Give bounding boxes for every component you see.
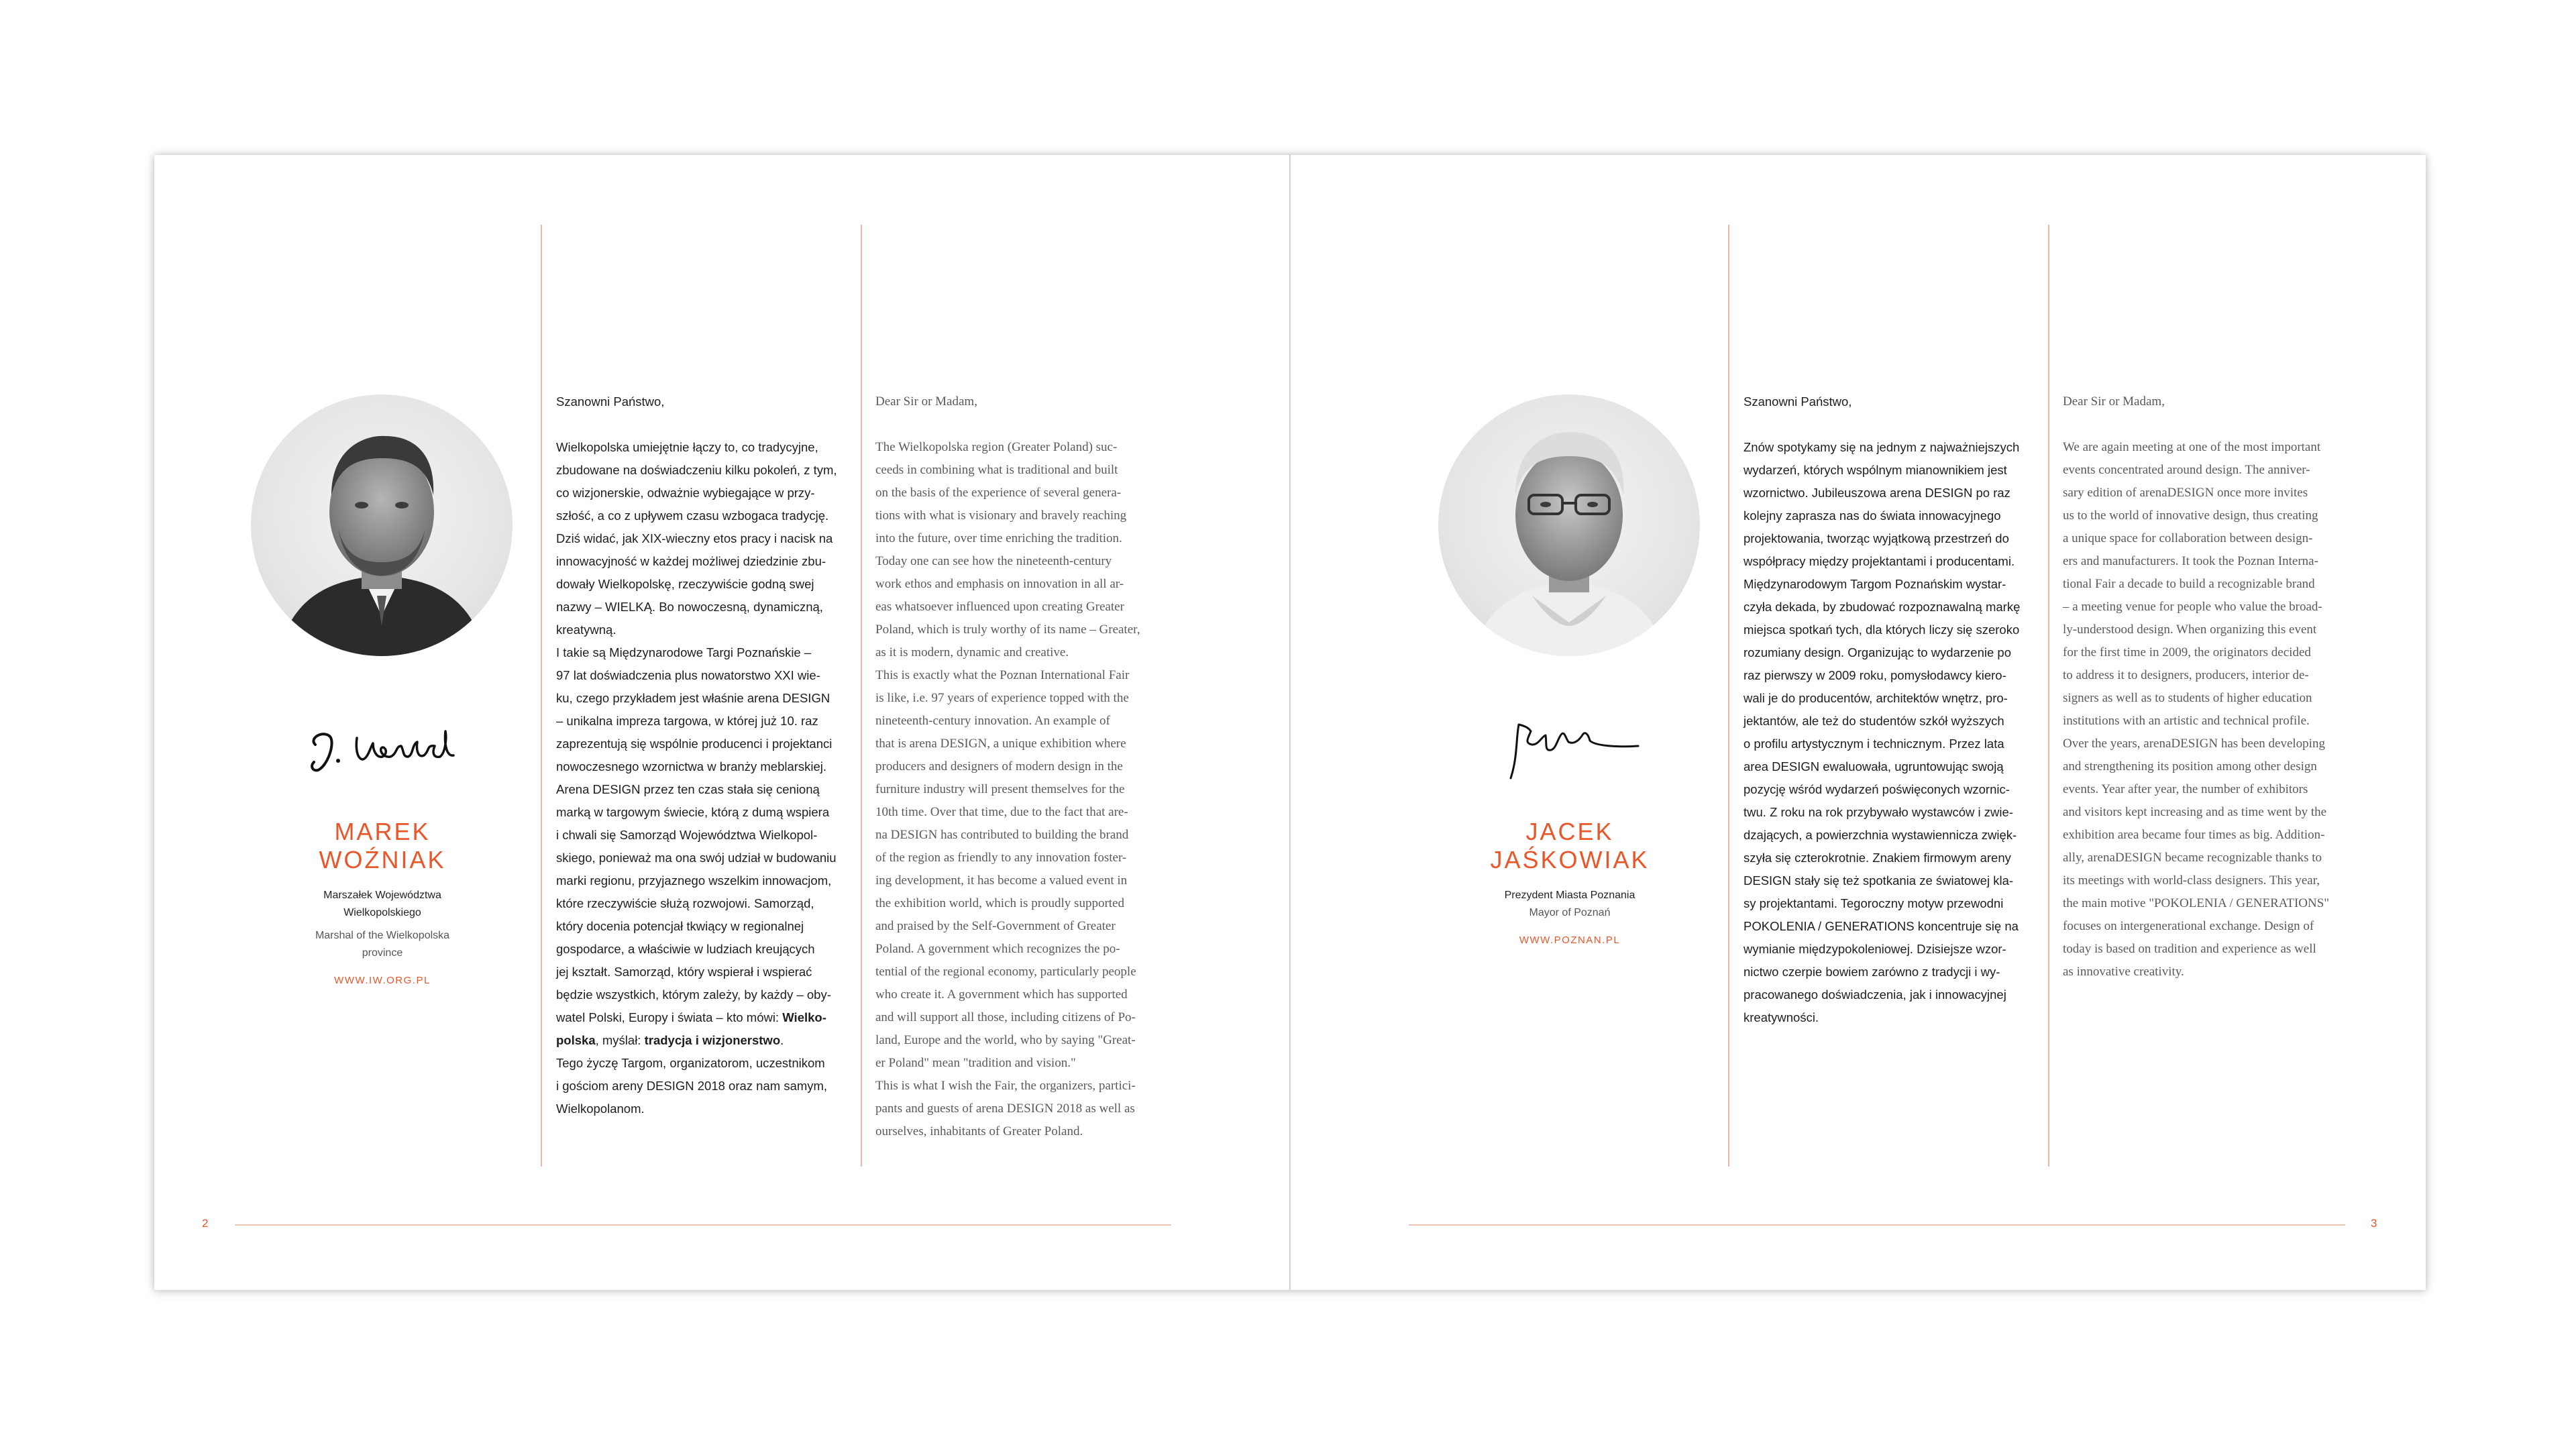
text-line: kreatywną. bbox=[556, 623, 616, 637]
text-line: raz pierwszy w 2009 roku, pomysłodawcy kiero- bbox=[1743, 668, 2006, 682]
text-fragment: watel Polski, Europy i świata – kto mówi: bbox=[556, 1010, 783, 1024]
role-en-line: Mayor of Poznań bbox=[1529, 907, 1611, 918]
column-rule bbox=[2048, 225, 2049, 1167]
text-line: nowoczesnego wzornictwa w branży meblarskiej. bbox=[556, 759, 827, 773]
text-line: us to the world of innovative design, thus creating bbox=[2063, 509, 2318, 523]
text-line: które rzeczywiście służą rozwojowi. Samorząd, bbox=[556, 896, 814, 910]
text-line: ceeds in combining what is traditional and built bbox=[875, 463, 1118, 477]
signature-jaskowiak bbox=[1504, 711, 1645, 785]
name-first: JACEK bbox=[1525, 818, 1614, 845]
emphasis-text: Wielko- bbox=[782, 1010, 826, 1024]
text-line: Today one can see how the nineteenth-century bbox=[875, 554, 1112, 568]
column-rule bbox=[541, 225, 542, 1167]
text-line: tions with what is visionary and bravely reaching bbox=[875, 509, 1127, 523]
text-line: events concentrated around design. The anniver- bbox=[2063, 463, 2310, 477]
text-fragment: . bbox=[780, 1033, 784, 1047]
text-line: focuses on intergenerational exchange. Design of bbox=[2063, 919, 2314, 933]
polish-letter bbox=[556, 390, 837, 1120]
text-line: Wielkopolanom. bbox=[556, 1102, 645, 1116]
text-line: – unikalna impreza targowa, w której już 10. raz bbox=[556, 714, 818, 728]
text-line: as innovative creativity. bbox=[2063, 965, 2184, 979]
left-page bbox=[154, 155, 1289, 1290]
text-line: pants and guests of arena DESIGN 2018 as well as bbox=[875, 1102, 1135, 1116]
text-line: i gościom areny DESIGN 2018 oraz nam samym, bbox=[556, 1079, 828, 1093]
person-name bbox=[248, 818, 517, 874]
text-line: ku, czego przykładem jest właśnie arena DESIGN bbox=[556, 691, 830, 705]
text-line: institutions with an artistic and technical profile. bbox=[2063, 714, 2310, 728]
text-line: of the region as friendly to any innovation foster- bbox=[875, 851, 1127, 865]
text-line: on the basis of the experience of several genera- bbox=[875, 486, 1122, 500]
text-line: Poland, which is truly worthy of its name – Greater, bbox=[875, 623, 1140, 637]
english-letter bbox=[875, 390, 1140, 1143]
text-line: its meetings with world-class designers. This year, bbox=[2063, 873, 2320, 888]
text-line: tential of the regional economy, particularly people bbox=[875, 965, 1136, 979]
text-line: the exhibition world, which is proudly supported bbox=[875, 896, 1124, 910]
text-line: signers as well as to students of higher education bbox=[2063, 691, 2312, 705]
text-line: DESIGN stały się też spotkania ze światowej kla- bbox=[1743, 873, 2014, 888]
text-line: – a meeting venue for people who value the broad- bbox=[2063, 600, 2322, 614]
text-line: area DESIGN ewaluowała, ugruntowując swoją bbox=[1743, 759, 2004, 773]
text-line: 10th time. Over that time, due to the fact that are- bbox=[875, 805, 1128, 819]
text-line: and visitors kept increasing and as time went by the bbox=[2063, 805, 2327, 819]
role-en-line: province bbox=[362, 947, 403, 959]
text-line: nictwo czerpie bowiem zarówno z tradycji i wy- bbox=[1743, 965, 2000, 979]
text-line: i chwali się Samorząd Województwa Wielkopol- bbox=[556, 828, 818, 842]
text-line: who create it. A government which has supported bbox=[875, 987, 1128, 1002]
text-line: Poland. A government which recognizes the po- bbox=[875, 942, 1120, 956]
text-line: Wielkopolska umiejętnie łączy to, co tradycyjne, bbox=[556, 440, 818, 454]
text-line: ers and manufacturers. It took the Poznan Interna- bbox=[2063, 554, 2318, 568]
text-line: I takie są Międzynarodowe Targi Poznańskie – bbox=[556, 645, 812, 659]
text-line: dzających, a powierzchnia wystawiennicza zwięk- bbox=[1743, 828, 2017, 842]
text-fragment: , myślał: bbox=[595, 1033, 645, 1047]
text-line: and will support all those, including citizens of Po- bbox=[875, 1010, 1136, 1024]
text-line: co wizjonerskie, odważnie wybiegające w przy- bbox=[556, 486, 815, 500]
english-letter bbox=[2063, 390, 2329, 983]
text-line: zaprezentują się wspólnie producenci i projektanci bbox=[556, 737, 833, 751]
text-line: 97 lat doświadczenia plus nowatorstwo XXI wie- bbox=[556, 668, 820, 682]
page-number: 3 bbox=[2371, 1217, 2377, 1230]
text-line: furniture industry will present themselves for the bbox=[875, 782, 1125, 796]
text-line: to address it to designers, producers, interior de- bbox=[2063, 668, 2309, 682]
text-line: and strengthening its position among other design bbox=[2063, 759, 2317, 773]
emphasis-text: tradycja i wizjonerstwo bbox=[644, 1033, 781, 1047]
text-line: nazwy – WIELKĄ. Bo nowoczesną, dynamiczną, bbox=[556, 600, 823, 614]
text-line: wymianie międzypokoleniowej. Dzisiejsze wzor- bbox=[1743, 942, 2006, 956]
text-line: work ethos and emphasis on innovation in all ar- bbox=[875, 577, 1124, 591]
role-pl-line: Marszałek Województwa bbox=[323, 890, 441, 901]
text-line: er Poland" mean "tradition and vision." bbox=[875, 1056, 1076, 1070]
page-number: 2 bbox=[202, 1217, 209, 1230]
column-rule bbox=[1728, 225, 1729, 1167]
text-line: pracowanego doświadczenia, jak i innowacyjnej bbox=[1743, 987, 2006, 1002]
text-line: na DESIGN has contributed to building the brand bbox=[875, 828, 1129, 842]
text-line: twu. Z roku na rok przybywało wystawców i zwie- bbox=[1743, 805, 2013, 819]
text-line: ly-understood design. When organizing this event bbox=[2063, 623, 2317, 637]
text-line: ing development, it has become a valued event in bbox=[875, 873, 1128, 888]
text-line: for the first time in 2009, the originators decided bbox=[2063, 645, 2311, 659]
text-line: innowacyjność w każdej możliwej dziedzinie zbu- bbox=[556, 554, 826, 568]
text-line: jej kształt. Samorząd, który wspierał i wspierać bbox=[556, 965, 812, 979]
column-rule bbox=[861, 225, 862, 1167]
text-line: producers and designers of modern design in the bbox=[875, 759, 1123, 773]
text-line: miejsca spotkań tych, dla których liczy się szeroko bbox=[1743, 623, 2020, 637]
website-link[interactable]: WWW.POZNAN.PL bbox=[1519, 934, 1621, 946]
text-line: land, Europe and the world, who by saying "Great- bbox=[875, 1033, 1136, 1047]
text-line: szyła się czterokrotnie. Znakiem firmowym areny bbox=[1743, 851, 2011, 865]
text-line: który docenia potencjał tkwiący w regionalnej bbox=[556, 919, 804, 933]
text-line: o profilu artystycznym i technicznym. Przez lata bbox=[1743, 737, 2004, 751]
text-line: wali je do producentów, architektów wnętrz, pro- bbox=[1743, 691, 2008, 705]
greeting: Dear Sir or Madam, bbox=[875, 394, 977, 409]
text-line: ourselves, inhabitants of Greater Poland. bbox=[875, 1124, 1083, 1138]
text-line: pozycję wśród wydarzeń poświęconych wzornic- bbox=[1743, 782, 2010, 796]
text-line: sary edition of arenaDESIGN once more invites bbox=[2063, 486, 2308, 500]
person-role bbox=[1436, 887, 1704, 922]
text-line: kreatywności. bbox=[1743, 1010, 1819, 1024]
text-line: exhibition area became four times as big. Addition- bbox=[2063, 828, 2325, 842]
text-line: We are again meeting at one of the most important bbox=[2063, 440, 2321, 454]
text-line: marką w targowym świecie, którą z dumą wspiera bbox=[556, 805, 830, 819]
text-line: events. Year after year, the number of exhibitors bbox=[2063, 782, 2308, 796]
text-line: projektowania, tworząc wyjątkową przestrzeń do bbox=[1743, 531, 2009, 545]
portrait-icon bbox=[251, 394, 513, 656]
role-en-line: Marshal of the Wielkopolska bbox=[315, 930, 450, 941]
website-link[interactable]: WWW.IW.ORG.PL bbox=[334, 975, 431, 986]
text-line: wzornictwo. Jubileuszowa arena DESIGN po raz bbox=[1743, 486, 2010, 500]
text-line: jektantów, ale też do studentów szkół wyższych bbox=[1743, 714, 2004, 728]
text-line: Znów spotykamy się na jednym z najważniejszych bbox=[1743, 440, 2020, 454]
text-line: today is based on tradition and experience as well bbox=[2063, 942, 2316, 956]
text-line: the main motive "POKOLENIA / GENERATIONS" bbox=[2063, 896, 2330, 910]
text-line: marki regionu, przyjaznego wszelkim innowacjom, bbox=[556, 873, 832, 888]
role-pl-line: Wielkopolskiego bbox=[343, 907, 421, 918]
text-line: and praised by the Self-Government of Greater bbox=[875, 919, 1116, 933]
role-pl-line: Prezydent Miasta Poznania bbox=[1504, 890, 1635, 901]
text-line: kolejny zaprasza nas do świata innowacyjnego bbox=[1743, 509, 2001, 523]
text-line: czyła dekada, by zbudować rozpoznawalną markę bbox=[1743, 600, 2021, 614]
emphasis-text: polska bbox=[556, 1033, 596, 1047]
text-line: gospodarce, a właściwie w ludziach kreujących bbox=[556, 942, 815, 956]
footer-rule bbox=[235, 1224, 1171, 1226]
portrait-photo-jaskowiak bbox=[1438, 394, 1700, 656]
greeting: Dear Sir or Madam, bbox=[2063, 394, 2165, 409]
text-line: skiego, ponieważ ma ona swój udział w budowaniu bbox=[556, 851, 837, 865]
text-line: This is what I wish the Fair, the organizers, partici- bbox=[875, 1079, 1136, 1093]
greeting: Szanowni Państwo, bbox=[1743, 394, 1852, 409]
text-line: a unique space for collaboration between design- bbox=[2063, 531, 2313, 545]
text-line: wydarzeń, których wspólnym mianownikiem jest bbox=[1743, 463, 2007, 477]
text-line: tional Fair a decade to build a recognizable brand bbox=[2063, 577, 2315, 591]
right-page bbox=[1291, 155, 2426, 1290]
text-line: nineteenth-century innovation. An example of bbox=[875, 714, 1110, 728]
text-line: that is arena DESIGN, a unique exhibition where bbox=[875, 737, 1126, 751]
text-line: zbudowane na doświadczeniu kilku pokoleń, z tym, bbox=[556, 463, 837, 477]
text-line: dowały Wielkopolskę, rzeczywiście godną swej bbox=[556, 577, 814, 591]
text-line bbox=[556, 1029, 837, 1052]
name-first: MAREK bbox=[334, 818, 431, 845]
brochure-spread bbox=[154, 155, 2426, 1290]
text-line: sy projektantami. Tegoroczny motyw przewodni bbox=[1743, 896, 2004, 910]
text-line: This is exactly what the Poznan International Fair bbox=[875, 668, 1130, 682]
text-line: Tego życzę Targom, organizatorom, uczestnikom bbox=[556, 1056, 825, 1070]
text-line: rozumiany design. Organizując to wydarzenie po bbox=[1743, 645, 2011, 659]
greeting: Szanowni Państwo, bbox=[556, 394, 665, 409]
text-line: eas whatsoever influenced upon creating Greater bbox=[875, 600, 1124, 614]
text-line: Międzynarodowym Targom Poznańskim wystar- bbox=[1743, 577, 2006, 591]
person-name bbox=[1436, 818, 1704, 874]
text-line: The Wielkopolska region (Greater Poland) suc- bbox=[875, 440, 1118, 454]
signature-wozniak bbox=[303, 718, 462, 778]
text-line: is like, i.e. 97 years of experience topped with the bbox=[875, 691, 1129, 705]
text-line: POKOLENIA / GENERATIONS koncentruje się na bbox=[1743, 919, 2019, 933]
polish-letter bbox=[1743, 390, 2020, 1029]
text-line: ally, arenaDESIGN became recognizable thanks to bbox=[2063, 851, 2322, 865]
text-line: szłość, a co z upływem czasu wzbogaca tradycję. bbox=[556, 509, 829, 523]
name-last: JAŚKOWIAK bbox=[1490, 846, 1650, 873]
portrait-icon bbox=[1438, 394, 1700, 656]
text-line: as it is modern, dynamic and creative. bbox=[875, 645, 1069, 659]
text-line: Arena DESIGN przez ten czas stała się cenioną bbox=[556, 782, 820, 796]
name-last: WOŹNIAK bbox=[319, 846, 446, 873]
text-line: Over the years, arenaDESIGN has been developing bbox=[2063, 737, 2325, 751]
text-line: Dziś widać, jak XIX-wieczny etos pracy i nacisk na bbox=[556, 531, 833, 545]
text-line: into the future, over time enriching the tradition. bbox=[875, 531, 1122, 545]
text-line: będzie wszystkich, którym zależy, by każdy – oby- bbox=[556, 987, 831, 1002]
person-role bbox=[248, 887, 517, 962]
portrait-photo-wozniak bbox=[251, 394, 513, 656]
text-line: współpracy między projektantami i producentami. bbox=[1743, 554, 2015, 568]
footer-rule bbox=[1409, 1224, 2345, 1226]
text-line bbox=[556, 1006, 837, 1029]
